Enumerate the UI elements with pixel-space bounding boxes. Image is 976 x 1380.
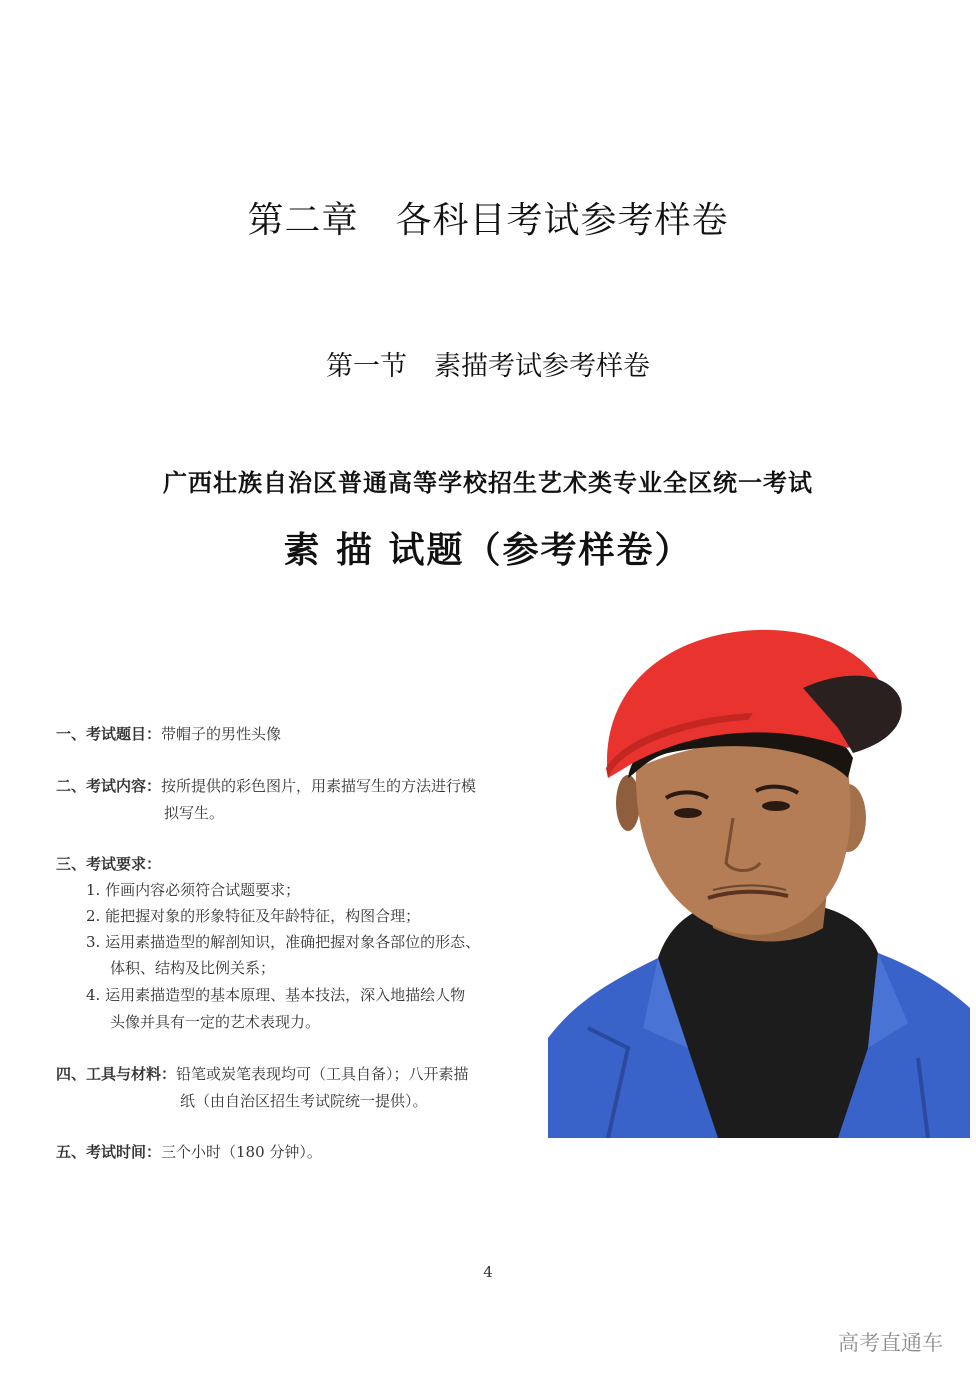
- requirement-label: 三、考试要求：: [56, 855, 162, 873]
- requirement-label: 四、工具与材料：: [56, 1065, 177, 1083]
- requirement-subitem-4: 4. 运用素描造型的基本原理、基本技法，深入地描绘人物: [86, 986, 466, 1004]
- requirement-item-5: [56, 1145, 322, 1160]
- page-number: 4: [483, 1263, 493, 1281]
- requirement-label: 二、考试内容：: [56, 777, 162, 795]
- requirement-text-continued: 纸（由自治区招生考试院统一提供）。: [180, 1092, 428, 1110]
- requirement-subitem-4-continued: 头像并具有一定的艺术表现力。: [110, 1013, 321, 1031]
- requirement-item-4: [56, 1067, 469, 1082]
- requirement-item-3: [56, 857, 161, 872]
- requirement-subitem-1: 1. 作画内容必须符合试题要求；: [86, 881, 301, 899]
- requirement-text: 带帽子的男性头像: [161, 725, 282, 743]
- requirement-text-continued: 拟写生。: [164, 804, 225, 822]
- requirement-subitem-2: 2. 能把握对象的形象特征及年龄特征，构图合理；: [86, 907, 421, 925]
- requirement-item-2: [56, 779, 476, 794]
- reference-portrait-photo: [548, 628, 970, 1138]
- requirement-subitem-3-continued: 体积、结构及比例关系；: [110, 959, 276, 977]
- requirement-label: 五、考试时间：: [56, 1143, 162, 1161]
- section-title: 第一节 素描考试参考样卷: [326, 351, 650, 382]
- exam-organization-title: 广西壮族自治区普通高等学校招生艺术类专业全区统一考试: [163, 468, 813, 497]
- requirement-subitem-3: 3. 运用素描造型的解剖知识，准确把握对象各部位的形态、: [86, 933, 481, 951]
- exam-paper-title: 素 描 试题（参考样卷）: [283, 529, 693, 571]
- requirement-text: 三个小时（180 分钟）。: [161, 1143, 322, 1161]
- requirement-item-1: [56, 727, 281, 742]
- chapter-title: 第二章 各科目考试参考样卷: [247, 200, 729, 241]
- requirement-label: 一、考试题目：: [56, 725, 162, 743]
- requirement-text: 铅笔或炭笔表现均可（工具自备）；八开素描: [176, 1065, 469, 1083]
- watermark: 高考直通车: [838, 1331, 943, 1355]
- requirement-text: 按所提供的彩色图片，用素描写生的方法进行模: [161, 777, 477, 795]
